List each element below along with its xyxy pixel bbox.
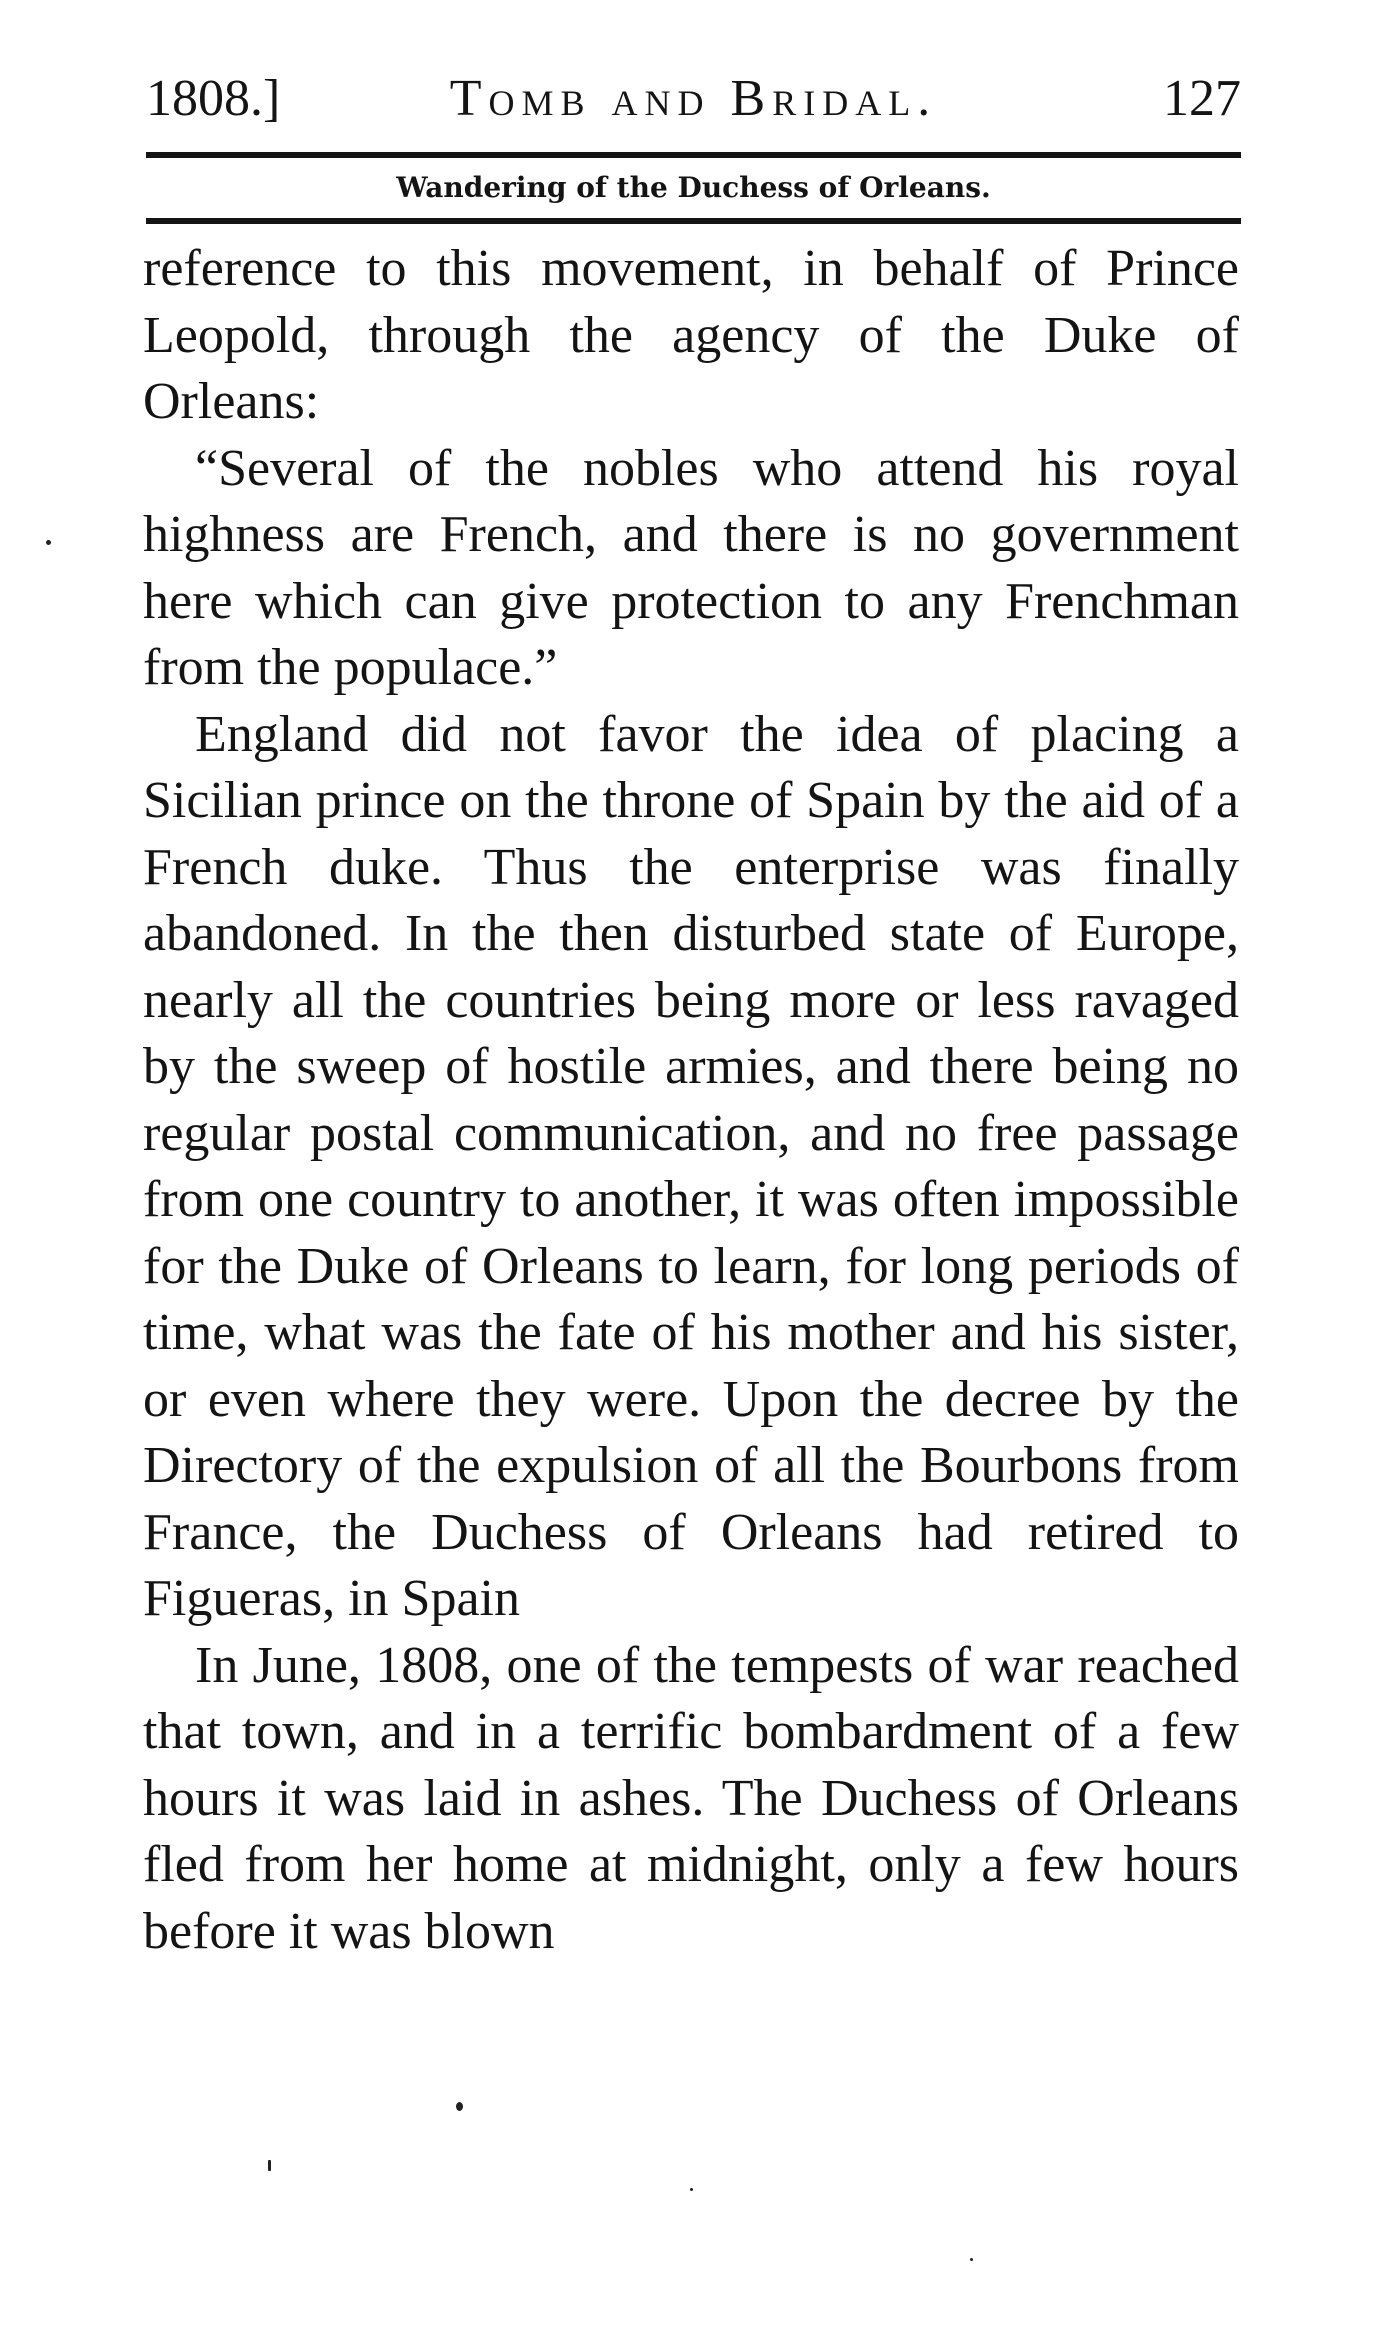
header-rule-bottom <box>146 218 1241 224</box>
header-year: 1808.] <box>146 70 281 127</box>
paragraph-continuation: reference to this movement, in behalf of Prince Leopold, through the agency of the Duke of Orleans: <box>143 240 1239 430</box>
paragraph: England did not favor the idea of placing a Sicilian prince on the throne of Spain by the aid of a French duke. Thus the enterprise was finally abandoned. In the then disturbed state of Europe, nearly all the countries being more or less ravaged by the sweep of hostile armies, and there being no regular postal communication, and no free passage from one country to another, it was often impossible for the Duke of Orleans to learn, for long periods of time, what was the fate of his mother and his sister, or even where they were. Upon the decree by the Directory of the expulsion of all the Bourbons from France, the Duchess of Orleans had retired to Figueras, in Spain <box>143 705 1239 1627</box>
scan-speck <box>268 2160 271 2171</box>
header-title: Tomb and Bridal. <box>449 70 938 127</box>
body-text <box>143 236 1239 1965</box>
paragraph-quotation: “Several of the nobles who attend his royal highness are French, and there is no government here which can give protection to any Frenchman from the populace.” <box>143 439 1239 696</box>
page-number: 127 <box>1163 70 1241 127</box>
scan-speck <box>456 2102 463 2111</box>
page-subtitle: Wandering of the Duchess of Orleans. <box>396 171 991 204</box>
scan-speck <box>46 540 51 545</box>
running-header <box>146 64 1241 134</box>
scan-speck <box>690 2188 693 2191</box>
scan-speck <box>970 2258 973 2261</box>
paragraph: In June, 1808, one of the tempests of war reached that town, and in a terrific bombardment of a few hours it was laid in ashes. The Duchess of Orleans fled from her home at midnight, only a few hours before it was blown <box>143 1636 1239 1960</box>
header-rule-top <box>146 152 1241 158</box>
